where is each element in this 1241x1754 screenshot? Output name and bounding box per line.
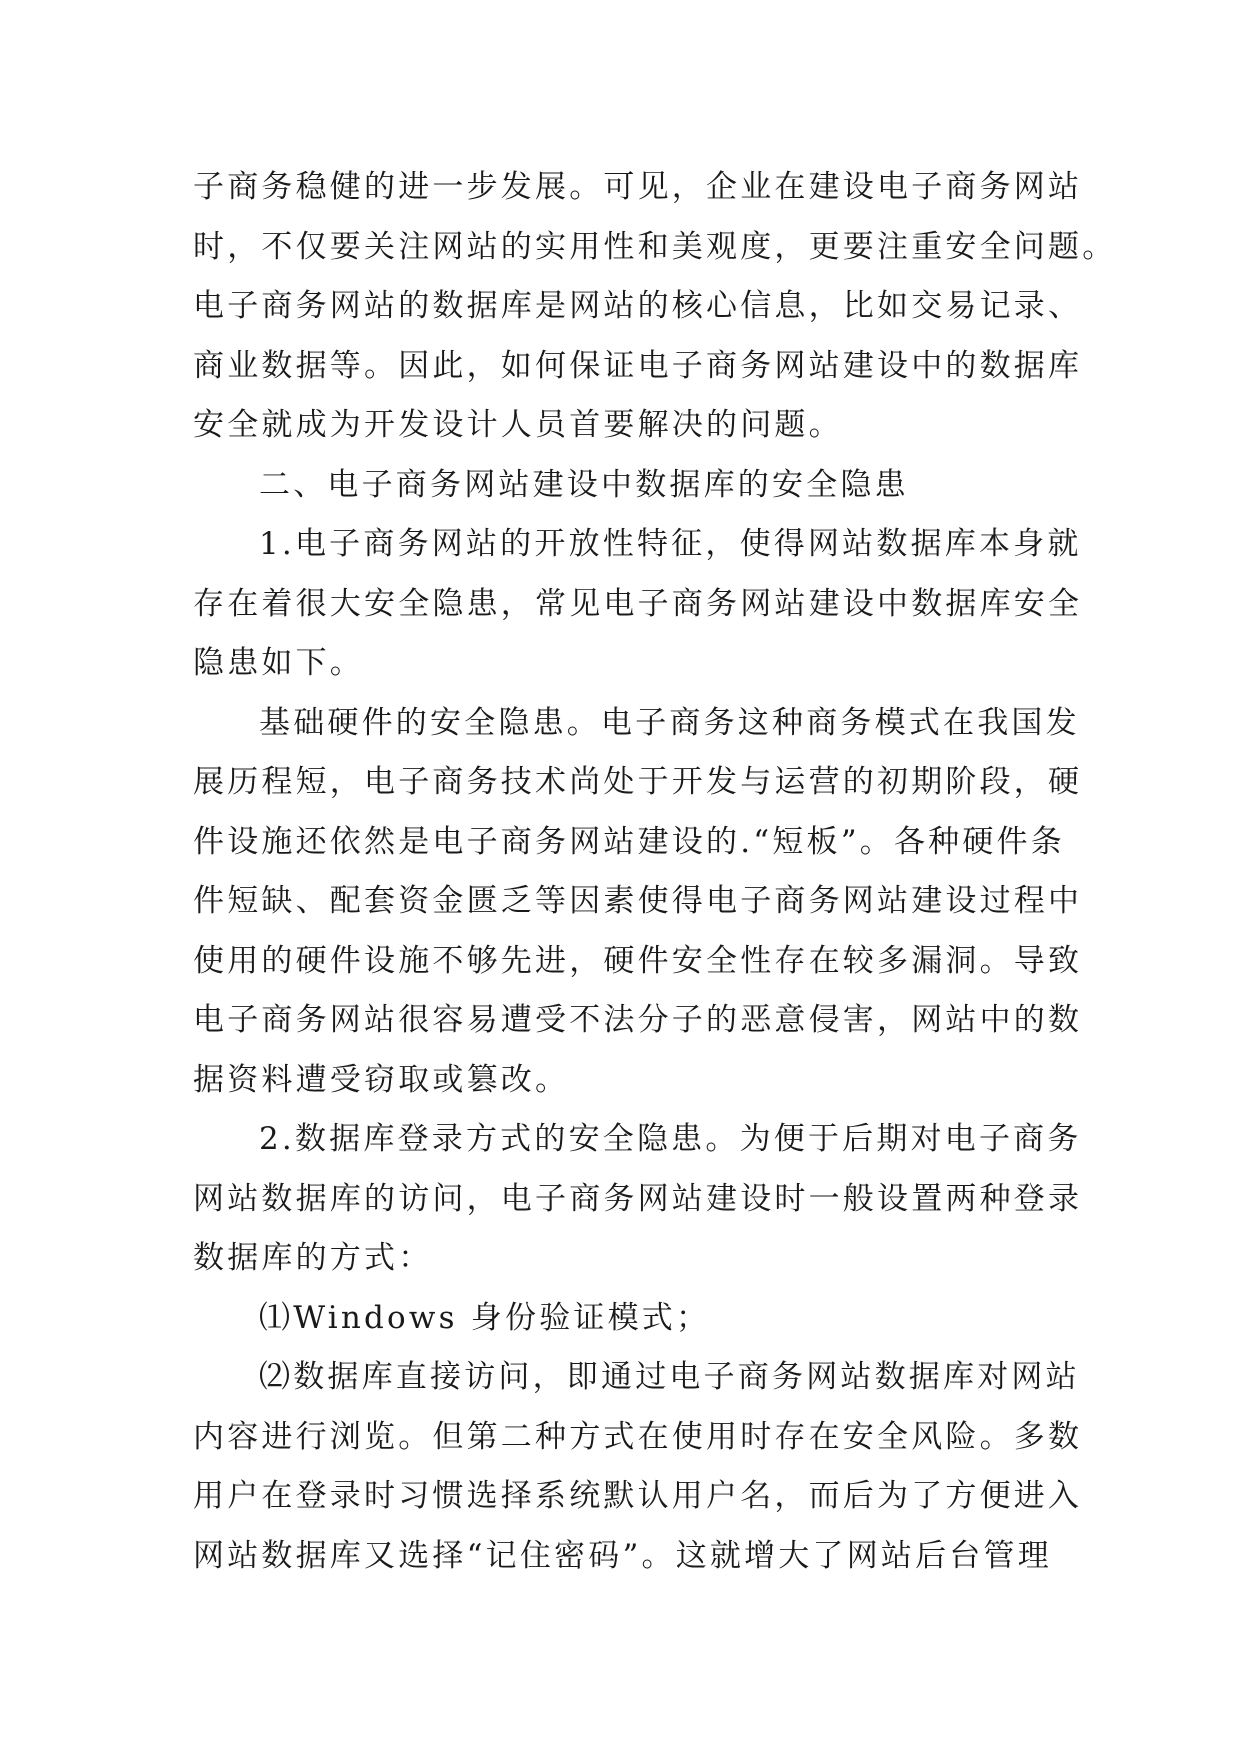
- text-line: 安全就成为开发设计人员首要解决的问题。: [193, 407, 843, 443]
- text-line: 内容进行浏览。但第二种方式在使用时存在安全风险。多数: [193, 1418, 1083, 1455]
- document-page: [193, 158, 1117, 1586]
- text-line: 隐患如下。: [193, 645, 364, 681]
- text-line: 基础硬件的安全隐患。电子商务这种商务模式在我国发: [259, 704, 1080, 741]
- text-line: 用户在登录时习惯选择系统默认用户名，而后为了方便进入: [193, 1478, 1083, 1514]
- text-line: 件设施还依然是电子商务网站建设的.“短板”。各种硬件条: [193, 823, 1065, 860]
- text-line: 2.数据库登录方式的安全隐患。为便于后期对电子商务: [259, 1121, 1082, 1157]
- text-line: 件短缺、配套资金匮乏等因素使得电子商务网站建设过程中: [193, 883, 1083, 919]
- text-line: 子商务稳健的进一步发展。可见，企业在建设电子商务网站: [193, 169, 1083, 205]
- text-line: 商业数据等。因此，如何保证电子商务网站建设中的数据库: [193, 347, 1083, 384]
- text-line: 存在着很大安全隐患，常见电子商务网站建设中数据库安全: [193, 585, 1083, 622]
- text-line: 1.电子商务网站的开放性特征，使得网站数据库本身就: [259, 526, 1082, 562]
- text-line: 电子商务网站的数据库是网站的核心信息，比如交易记录、: [193, 288, 1083, 324]
- text-line: 据资料遭受窃取或篡改。: [193, 1061, 570, 1098]
- text-line: 使用的硬件设施不够先进，硬件安全性存在较多漏洞。导致: [193, 942, 1083, 979]
- text-line: 电子商务网站很容易遭受不法分子的恶意侵害，网站中的数: [193, 1002, 1083, 1038]
- list-item: ⑴Windows 身份验证模式；: [259, 1299, 711, 1336]
- list-item: ⑵数据库直接访问，即通过电子商务网站数据库对网站: [259, 1359, 1080, 1395]
- text-line: 展历程短，电子商务技术尚处于开发与运营的初期阶段，硬: [193, 764, 1083, 800]
- text-line: 时，不仅要关注网站的实用性和美观度，更要注重安全问题。: [193, 228, 1117, 265]
- text-line: 数据库的方式：: [193, 1240, 433, 1276]
- text-line: 网站数据库的访问，电子商务网站建设时一般设置两种登录: [193, 1180, 1083, 1217]
- text-line: 网站数据库又选择“记住密码”。这就增大了网站后台管理: [193, 1537, 1052, 1574]
- section-heading: 二、电子商务网站建设中数据库的安全隐患: [259, 466, 909, 503]
